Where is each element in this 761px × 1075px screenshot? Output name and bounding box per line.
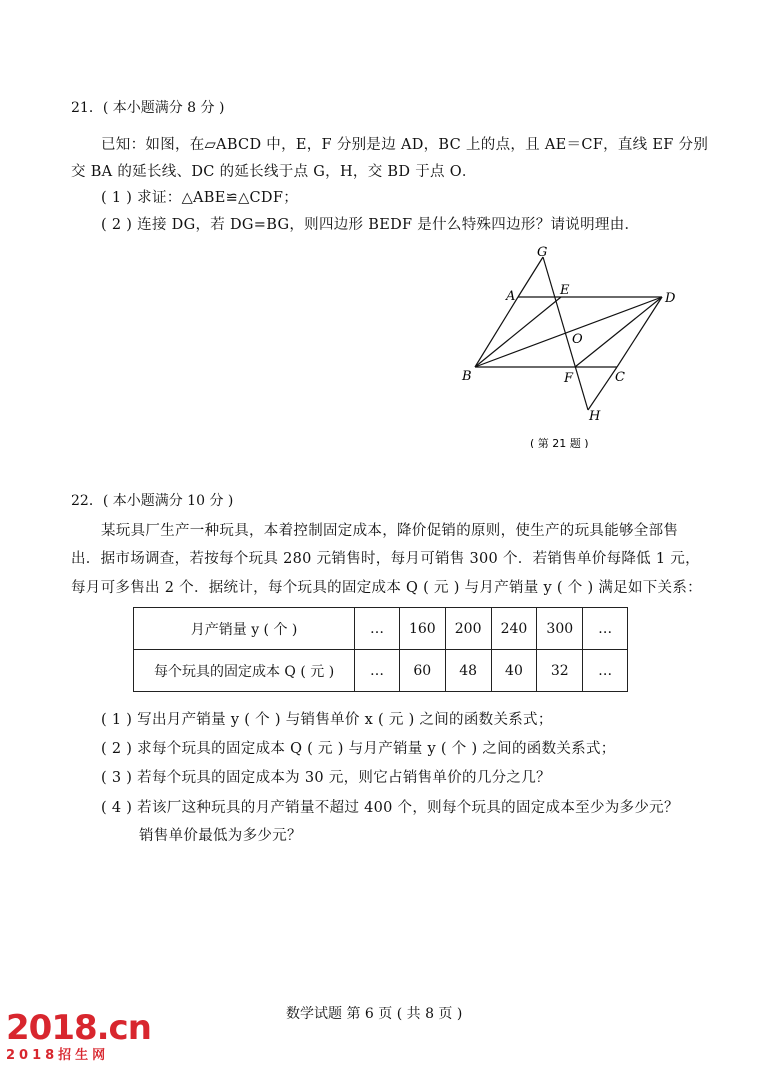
label-a: A	[506, 289, 516, 304]
table-cell: 60	[399, 650, 445, 692]
q22-stem-line-1: 某玩具厂生产一种玩具，本着控制固定成本，降价促销的原则，使生产的玩具能够全部售	[101, 523, 679, 539]
figure-caption: ( 第 21 题 )	[530, 437, 589, 448]
label-o: O	[572, 332, 583, 347]
label-f: F	[564, 371, 574, 386]
q22-part-4-continued: 销售单价最低为多少元？	[139, 828, 302, 844]
q21-part-1: ( 1 ) 求证：△ABE≌△CDF；	[101, 190, 299, 206]
label-c: C	[615, 370, 625, 385]
table-cell: 40	[491, 650, 537, 692]
table-header-cost: 每个玩具的固定成本 Q ( 元 )	[134, 650, 355, 692]
table-row	[134, 608, 628, 650]
label-h: H	[589, 409, 601, 424]
segment-be	[475, 297, 561, 367]
segment-ba	[475, 297, 518, 367]
q22-part-3: ( 3 ) 若每个玩具的固定成本为 30 元，则它占销售单价的几分之几？	[101, 770, 551, 786]
logo-main-text: 2018.cn	[6, 1008, 151, 1048]
q22-stem-line-2: 出．据市场调查，若按每个玩具 280 元销售时，每月可销售 300 个．若销售单价每降低 1 元，	[71, 551, 700, 567]
q22-heading: 22．( 本小题满分 10 分 )	[71, 493, 234, 509]
label-e: E	[560, 283, 570, 298]
table-cell: 48	[445, 650, 491, 692]
q21-stem-line-2: 交 BA 的延长线、DC 的延长线于点 G，H，交 BD 于点 O．	[71, 164, 477, 180]
q22-data-table	[133, 607, 628, 692]
diagonal-bd	[475, 297, 662, 367]
table-cell: 32	[537, 650, 583, 692]
table-cell: 300	[537, 608, 583, 650]
q22-part-1: ( 1 ) 写出月产销量 y ( 个 ) 与销售单价 x ( 元 ) 之间的函数关系式；	[101, 712, 553, 728]
q21-part-2: ( 2 ) 连接 DG，若 DG=BG，则四边形 BEDF 是什么特殊四边形？请说明理由．	[101, 217, 640, 233]
table-cell-ellipsis: …	[583, 608, 628, 650]
q22-stem-line-3: 每月可多售出 2 个．据统计，每个玩具的固定成本 Q ( 元 ) 与月产销量 y ( 个 ) 满足如下关系：	[71, 580, 702, 596]
page-footer: 数学试题 第 6 页 ( 共 8 页 )	[286, 1006, 463, 1022]
site-logo	[6, 1008, 151, 1063]
table-cell: 240	[491, 608, 537, 650]
label-b: B	[462, 369, 472, 384]
label-g: G	[537, 245, 548, 260]
logo-sub-text: 2018招生网	[6, 1048, 110, 1063]
segment-ag	[518, 257, 543, 297]
table-header-quantity: 月产销量 y ( 个 )	[134, 608, 355, 650]
table-row	[134, 650, 628, 692]
segment-dc	[617, 297, 662, 367]
segment-ch	[588, 367, 617, 410]
table-cell-ellipsis: …	[583, 650, 628, 692]
q21-heading: 21．( 本小题满分 8 分 )	[71, 100, 225, 116]
q22-part-4: ( 4 ) 若该厂这种玩具的月产销量不超过 400 个，则每个玩具的固定成本至少为多少元？	[101, 800, 679, 816]
table-cell: 160	[399, 608, 445, 650]
q21-geometry-figure	[455, 240, 700, 448]
label-d: D	[665, 291, 676, 306]
table-cell-ellipsis: …	[355, 650, 400, 692]
q22-part-2: ( 2 ) 求每个玩具的固定成本 Q ( 元 ) 与月产销量 y ( 个 ) 之间的函数关系式；	[101, 741, 616, 757]
segment-fd	[575, 297, 662, 367]
q21-stem-line-1: 已知：如图，在▱ABCD 中，E，F 分别是边 AD，BC 上的点，且 AE＝CF，直线 EF 分别	[101, 137, 709, 153]
table-cell-ellipsis: …	[355, 608, 400, 650]
table-cell: 200	[445, 608, 491, 650]
